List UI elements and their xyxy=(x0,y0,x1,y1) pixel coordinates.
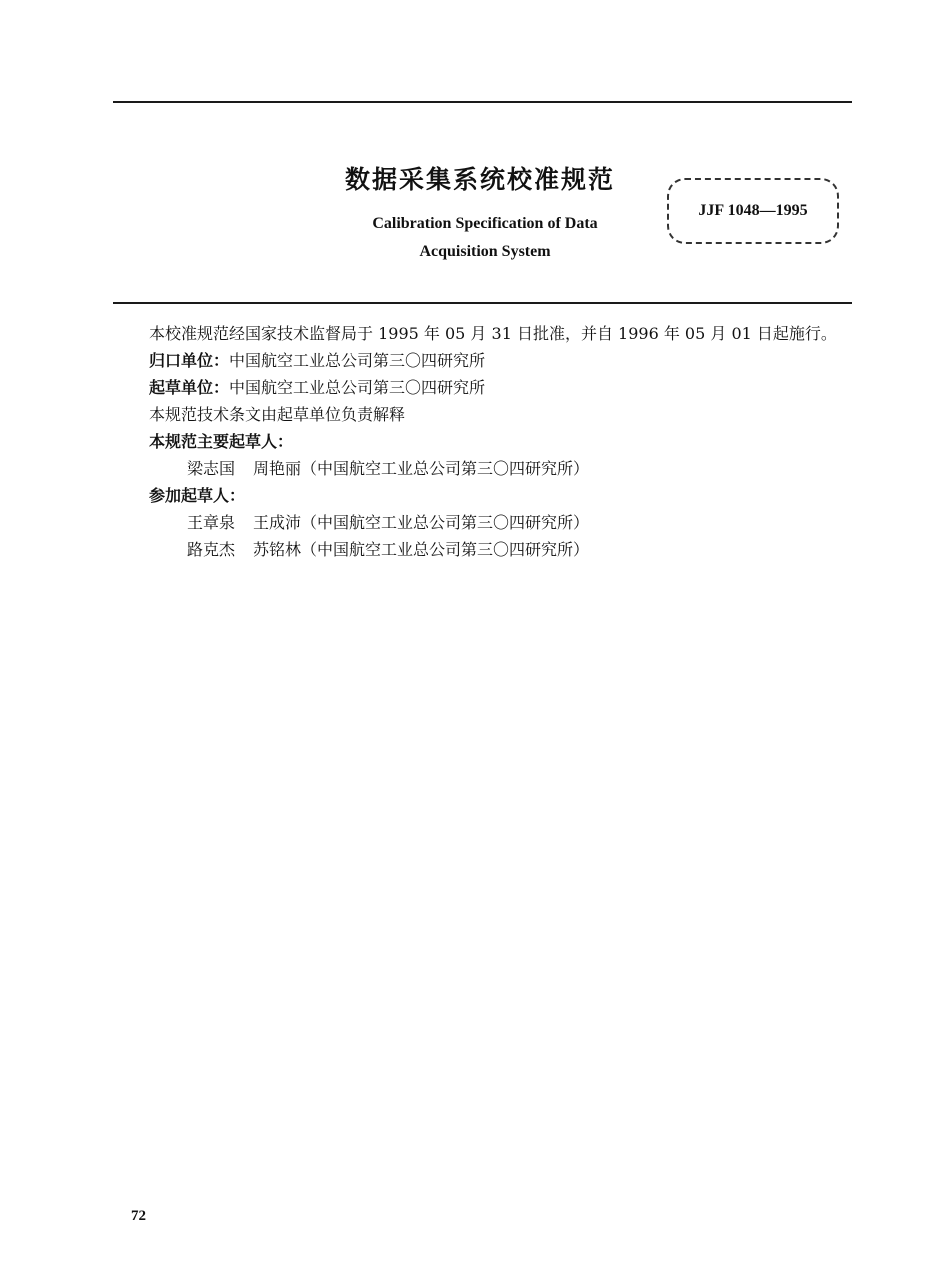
centralized-unit-value: 中国航空工业总公司第三〇四研究所 xyxy=(229,351,486,370)
document-body xyxy=(113,320,853,563)
main-drafters-label: 本规范主要起草人： xyxy=(149,432,294,451)
participant-name: 王章泉 xyxy=(187,513,236,532)
participant-name: 路克杰 xyxy=(187,540,236,559)
participant-affiliation: （中国航空工业总公司第三〇四研究所） xyxy=(301,513,590,532)
participants-label: 参加起草人： xyxy=(149,486,246,505)
document-title-english xyxy=(330,210,640,266)
title-english-line-1: Calibration Specification of Data xyxy=(372,215,598,232)
drafting-unit-label: 起草单位： xyxy=(149,378,230,397)
interpretation-note: 本规范技术条文由起草单位负责解释 xyxy=(149,405,406,424)
drafter-name: 周艳丽 xyxy=(253,459,302,478)
main-drafters-line xyxy=(113,455,853,482)
centralized-unit-line xyxy=(113,347,853,374)
centralized-unit-label: 归口单位： xyxy=(149,351,230,370)
participant-name: 苏铭林 xyxy=(253,540,302,559)
standard-code-badge xyxy=(667,178,839,244)
approval-paragraph: 本校准规范经国家技术监督局于 1995 年 05 月 31 日批准，并自 1996 年 05 月 01 日起施行。 xyxy=(149,324,837,343)
document-title-chinese: 数据采集系统校准规范 xyxy=(344,165,615,194)
middle-rule xyxy=(113,302,852,304)
title-english-line-2: Acquisition System xyxy=(419,243,551,260)
top-rule xyxy=(113,101,852,103)
drafter-name: 梁志国 xyxy=(187,459,236,478)
standard-code: JJF 1048—1995 xyxy=(698,202,808,219)
drafter-affiliation: （中国航空工业总公司第三〇四研究所） xyxy=(301,459,590,478)
drafting-unit-line xyxy=(113,374,853,401)
participant-name: 王成沛 xyxy=(253,513,302,532)
participant-affiliation: （中国航空工业总公司第三〇四研究所） xyxy=(301,540,590,559)
participants-line xyxy=(113,536,853,563)
participants-line xyxy=(113,509,853,536)
drafting-unit-value: 中国航空工业总公司第三〇四研究所 xyxy=(229,378,486,397)
page-number: 72 xyxy=(131,1208,146,1224)
